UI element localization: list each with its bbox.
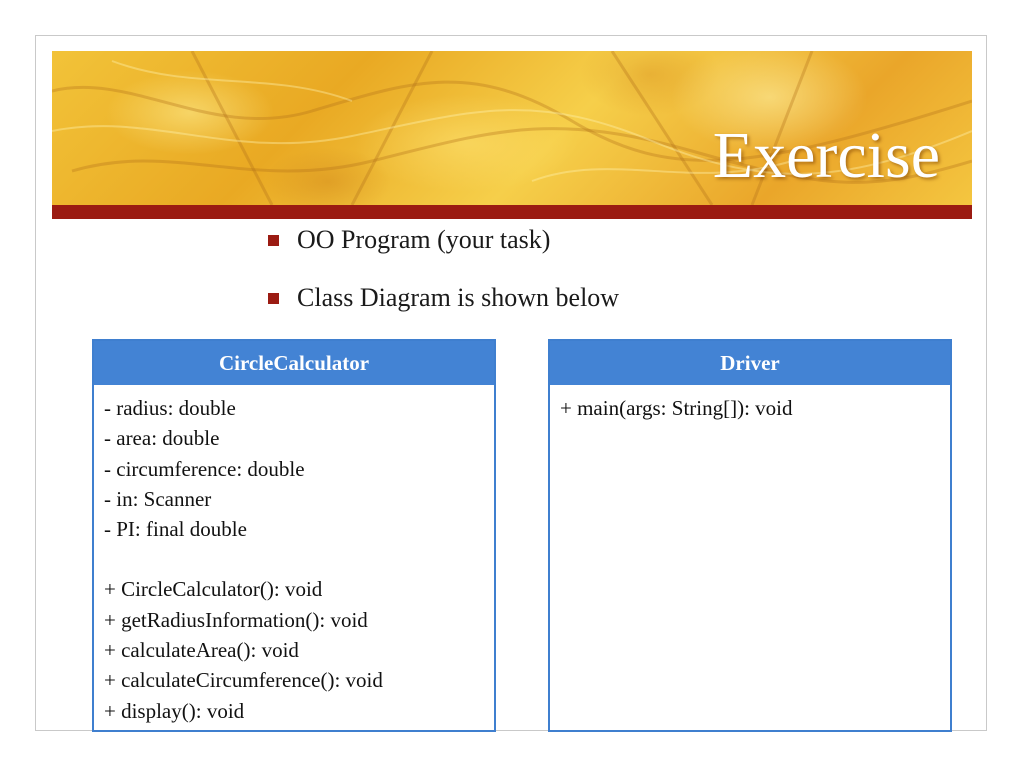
uml-class-body bbox=[550, 385, 950, 423]
bullet-item bbox=[268, 282, 619, 314]
uml-class-body bbox=[94, 385, 494, 726]
uml-class-name: CircleCalculator bbox=[94, 341, 494, 385]
bullet-item bbox=[268, 224, 619, 256]
slide-title: Exercise bbox=[712, 119, 940, 192]
uml-attribute: - radius: double bbox=[104, 396, 236, 420]
bullet-square-icon bbox=[268, 235, 279, 246]
uml-method: + display(): void bbox=[104, 698, 245, 723]
bullet-square-icon bbox=[268, 293, 279, 304]
uml-class-name: Driver bbox=[550, 341, 950, 385]
header-accent-bar bbox=[52, 205, 972, 219]
uml-class-circlecalculator bbox=[92, 339, 496, 732]
uml-method: + getRadiusInformation(): void bbox=[104, 607, 368, 632]
uml-attribute: - PI: final double bbox=[104, 517, 247, 542]
uml-attribute: - area: double bbox=[104, 426, 220, 451]
header-banner bbox=[52, 51, 972, 205]
uml-method: + calculateCircumference(): void bbox=[104, 668, 383, 693]
uml-method: + main(args: String[]): void bbox=[560, 396, 793, 420]
uml-section-gap bbox=[104, 544, 484, 574]
uml-class-driver bbox=[548, 339, 952, 732]
bullet-list bbox=[268, 224, 619, 340]
uml-method: + CircleCalculator(): void bbox=[104, 577, 323, 602]
uml-attribute: - circumference: double bbox=[104, 456, 305, 481]
bullet-text: Class Diagram is shown below bbox=[297, 283, 620, 312]
uml-attribute: - in: Scanner bbox=[104, 486, 212, 511]
bullet-text: OO Program (your task) bbox=[297, 225, 551, 254]
uml-method: + calculateArea(): void bbox=[104, 638, 299, 663]
